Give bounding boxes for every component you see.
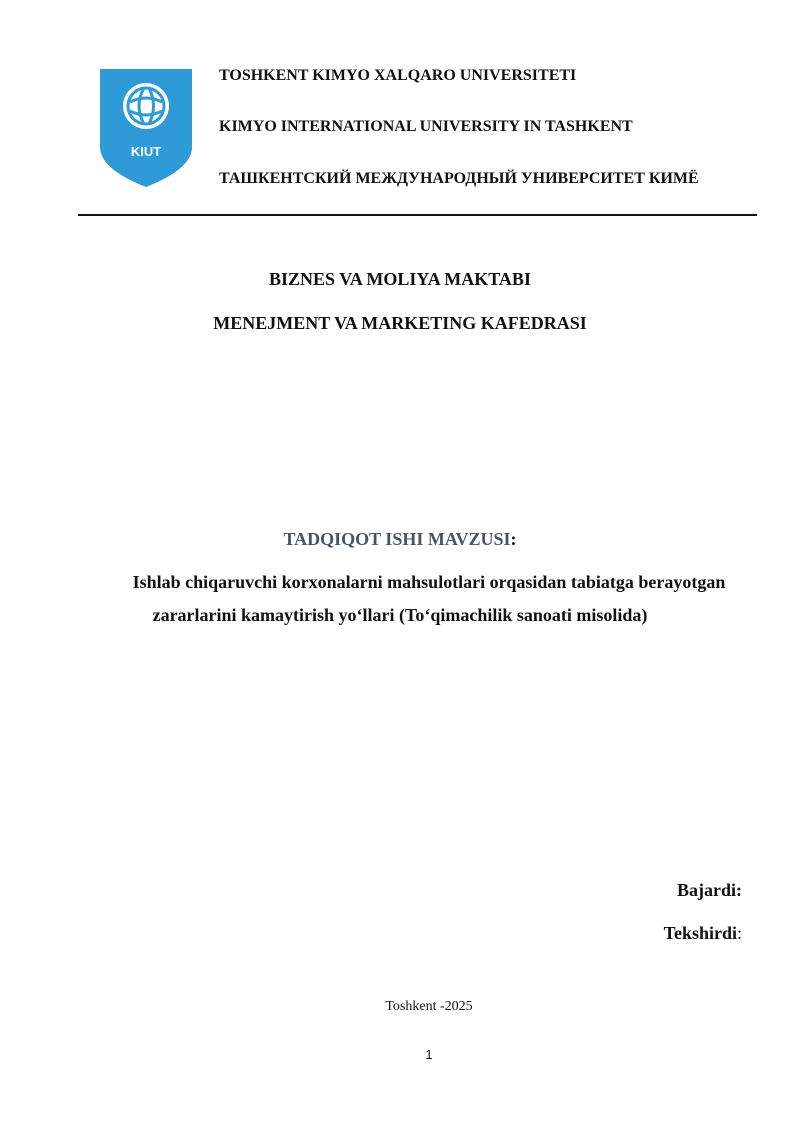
- kiut-logo: [100, 69, 192, 187]
- checked-by-text: Tekshirdi: [663, 923, 737, 943]
- header-divider: [78, 214, 757, 216]
- globe-icon: [123, 83, 169, 129]
- university-name-ru: ТАШКЕНТСКИЙ МЕЖДУНАРОДНЫЙ УНИВЕРСИТЕТ КИМЁ: [219, 170, 699, 187]
- school-name: BIZNES VA MOLIYA MAKTABI: [269, 269, 531, 289]
- topic-title-line1: Ishlab chiqaruvchi korxonalarni mahsulotlari orqasidan tabiatga berayotgan: [132, 572, 726, 592]
- logo-text: KIUT: [130, 144, 162, 159]
- topic-colon: :: [510, 529, 517, 549]
- page-number: 1: [425, 1047, 433, 1062]
- performed-by-label: Bajardi:: [677, 880, 742, 900]
- topic-title-line2: zararlarini kamaytirish yo‘llari (To‘qimachilik sanoati misolida): [152, 605, 648, 625]
- university-name-uz: TOSHKENT KIMYO XALQARO UNIVERSITETI: [219, 67, 577, 84]
- department-name: MENEJMENT VA MARKETING KAFEDRASI: [213, 313, 587, 333]
- topic-heading: [0, 529, 800, 550]
- university-name-en: KIMYO INTERNATIONAL UNIVERSITY IN TASHKENT: [219, 118, 633, 135]
- checked-by-colon: :: [736, 923, 742, 943]
- checked-by-label: [664, 923, 742, 944]
- topic-label: TADQIQOT ISHI MAVZUSI: [283, 529, 511, 549]
- city-year: Toshkent -2025: [385, 999, 473, 1014]
